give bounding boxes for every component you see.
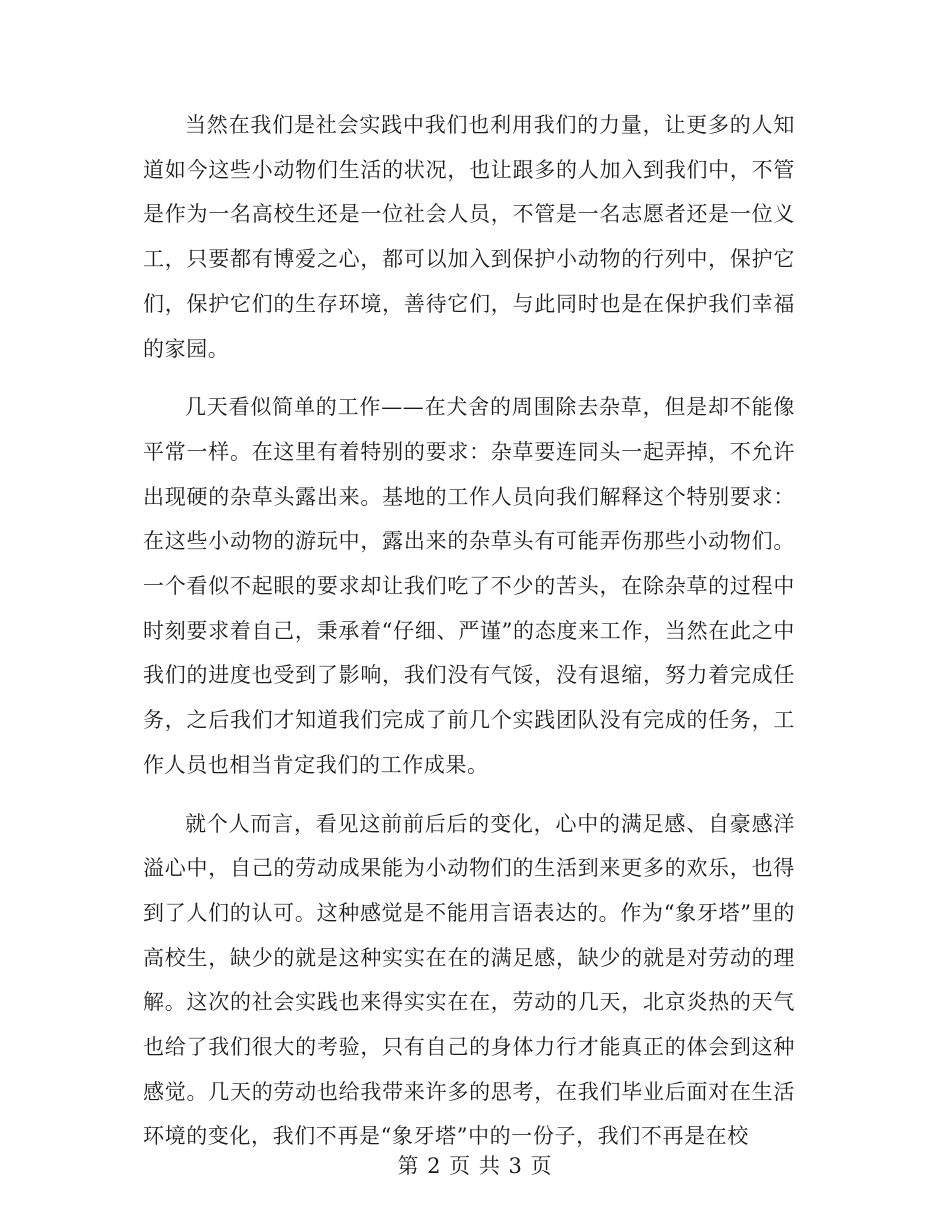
- paragraph-1: 当然在我们是社会实践中我们也利用我们的力量，让更多的人知道如今这些小动物们生活的状况，也让跟多的人加入到我们中，不管是作为一名高校生还是一位社会人员，不管是一名志愿者还是一位义工，只要都有博爱之心，都可以加入到保护小动物的行列中，保护它们，保护它们的生存环境，善待它们，与此同时也是在保护我们幸福的家园。: [143, 113, 795, 361]
- page-number-footer: 第 2 页 共 3 页: [397, 1154, 553, 1178]
- paragraph-2: 几天看似简单的工作——在犬舍的周围除去杂草，但是却不能像平常一样。在这里有着特别的要求：杂草要连同头一起弄掉，不允许出现硬的杂草头露出来。基地的工作人员向我们解释这个特别要求：在这些小动物的游玩中，露出来的杂草头有可能弄伤那些小动物们。一个看似不起眼的要求却让我们吃了不少的苦头，在除杂草的过程中时刻要求着自己，秉承着“仔细、严谨”的态度来工作，当然在此之中我们的进度也受到了影响，我们没有气馁，没有退缩，努力着完成任务，之后我们才知道我们完成了前几个实践团队没有完成的任务，工作人员也相当肯定我们的工作成果。: [143, 395, 795, 777]
- paragraph-3: 就个人而言，看见这前前后后的变化，心中的满足感、自豪感洋溢心中，自己的劳动成果能为小动物们的生活到来更多的欢乐，也得到了人们的认可。这种感觉是不能用言语表达的。作为“象牙塔”里的高校生，缺少的就是这种实实在在的满足感，缺少的就是对劳动的理解。这次的社会实践也来得实实在在，劳动的几天，北京炎热的天气也给了我们很大的考验，只有自己的身体力行才能真正的体会到这种感觉。几天的劳动也给我带来许多的思考，在我们毕业后面对在生活环境的变化，我们不再是“象牙塔”中的一份子，我们不再是在校: [143, 811, 795, 1149]
- page-body: [143, 103, 795, 1173]
